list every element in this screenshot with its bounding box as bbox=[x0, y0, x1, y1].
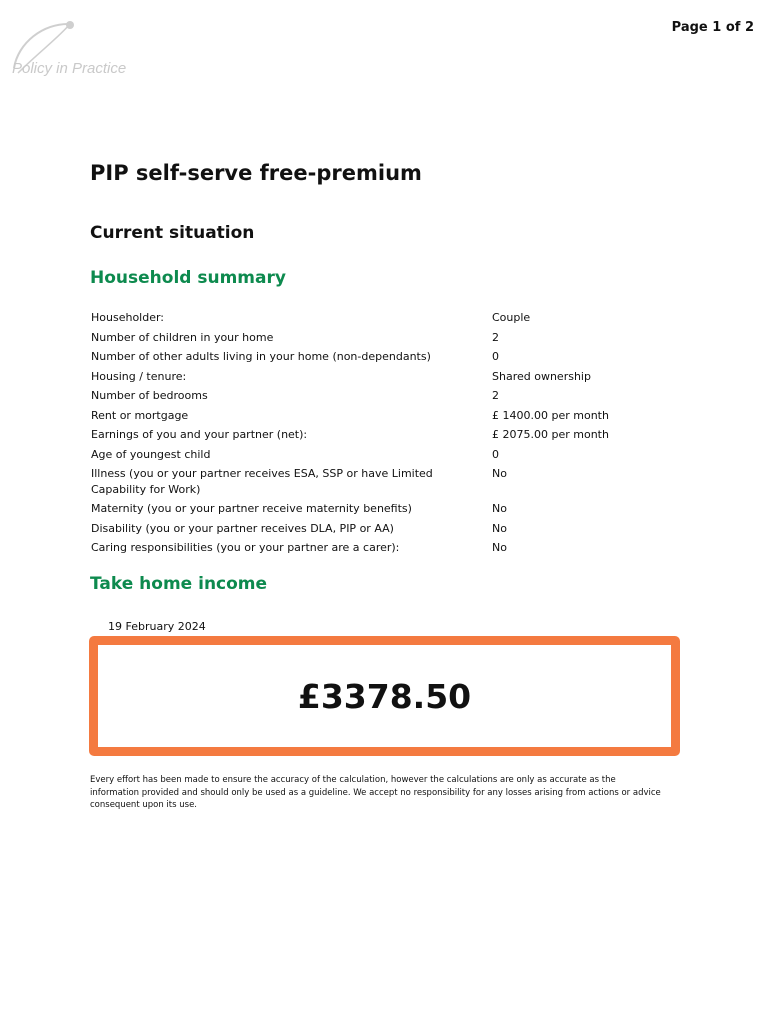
row-label: Earnings of you and your partner (net): bbox=[91, 428, 308, 441]
income-highlight-box bbox=[89, 636, 680, 756]
row-label: Illness (you or your partner receives ESA, SSP or have Limited Capability for Work) bbox=[91, 467, 433, 496]
row-value: Couple bbox=[492, 311, 531, 324]
table-row bbox=[88, 349, 688, 369]
table-row bbox=[88, 540, 688, 560]
row-label: Number of other adults living in your home (non-dependants) bbox=[91, 350, 431, 363]
policy-in-practice-logo bbox=[8, 18, 158, 88]
table-row bbox=[88, 521, 688, 541]
table-row bbox=[88, 447, 688, 467]
row-label: Rent or mortgage bbox=[91, 408, 189, 422]
household-summary-heading: Household summary bbox=[90, 268, 286, 288]
row-value: 0 bbox=[492, 350, 499, 363]
row-label: Maternity (you or your partner receive maternity benefits) bbox=[91, 502, 412, 515]
row-value: 0 bbox=[492, 447, 499, 461]
row-label: Number of bedrooms bbox=[91, 389, 208, 402]
row-value: Shared ownership bbox=[492, 369, 591, 383]
disclaimer-text: Every effort has been made to ensure the accuracy of the calculation, however the calculations are only as accurate as the information provided and should only be used as a guideline. We accept no responsibility for any losses arising from actions or advice consequent upon its use. bbox=[90, 775, 661, 810]
row-value: £ 2075.00 per month bbox=[492, 428, 609, 441]
table-row bbox=[88, 501, 688, 521]
income-date: 19 February 2024 bbox=[108, 620, 206, 633]
table-row bbox=[88, 388, 688, 408]
table-row bbox=[88, 427, 688, 447]
table-row bbox=[88, 369, 688, 389]
row-value: No bbox=[492, 521, 507, 535]
row-label: Disability (you or your partner receives DLA, PIP or AA) bbox=[91, 521, 394, 535]
page-number: Page 1 of 2 bbox=[671, 20, 754, 35]
page-title: PIP self-serve free-premium bbox=[90, 161, 422, 185]
table-row bbox=[88, 310, 688, 330]
logo-text: Policy in Practice bbox=[12, 60, 127, 77]
row-value: No bbox=[492, 502, 507, 515]
logo-swoosh-icon bbox=[8, 18, 158, 88]
page-subtitle: Current situation bbox=[90, 223, 255, 243]
table-row bbox=[88, 330, 688, 350]
take-home-income-heading: Take home income bbox=[90, 574, 268, 594]
row-value: No bbox=[492, 541, 507, 554]
table-row bbox=[88, 466, 688, 501]
table-row bbox=[88, 408, 688, 428]
row-value: 2 bbox=[492, 330, 499, 344]
row-label: Housing / tenure: bbox=[91, 369, 187, 383]
row-label: Age of youngest child bbox=[91, 447, 211, 461]
row-label: Caring responsibilities (you or your partner are a carer): bbox=[91, 541, 400, 554]
row-label: Householder: bbox=[91, 311, 165, 324]
row-label: Number of children in your home bbox=[91, 330, 274, 344]
row-value: £ 1400.00 per month bbox=[492, 408, 609, 422]
row-value: No bbox=[492, 467, 507, 480]
household-summary-table bbox=[88, 310, 688, 560]
take-home-income-amount: £3378.50 bbox=[297, 676, 472, 716]
row-value: 2 bbox=[492, 389, 499, 402]
